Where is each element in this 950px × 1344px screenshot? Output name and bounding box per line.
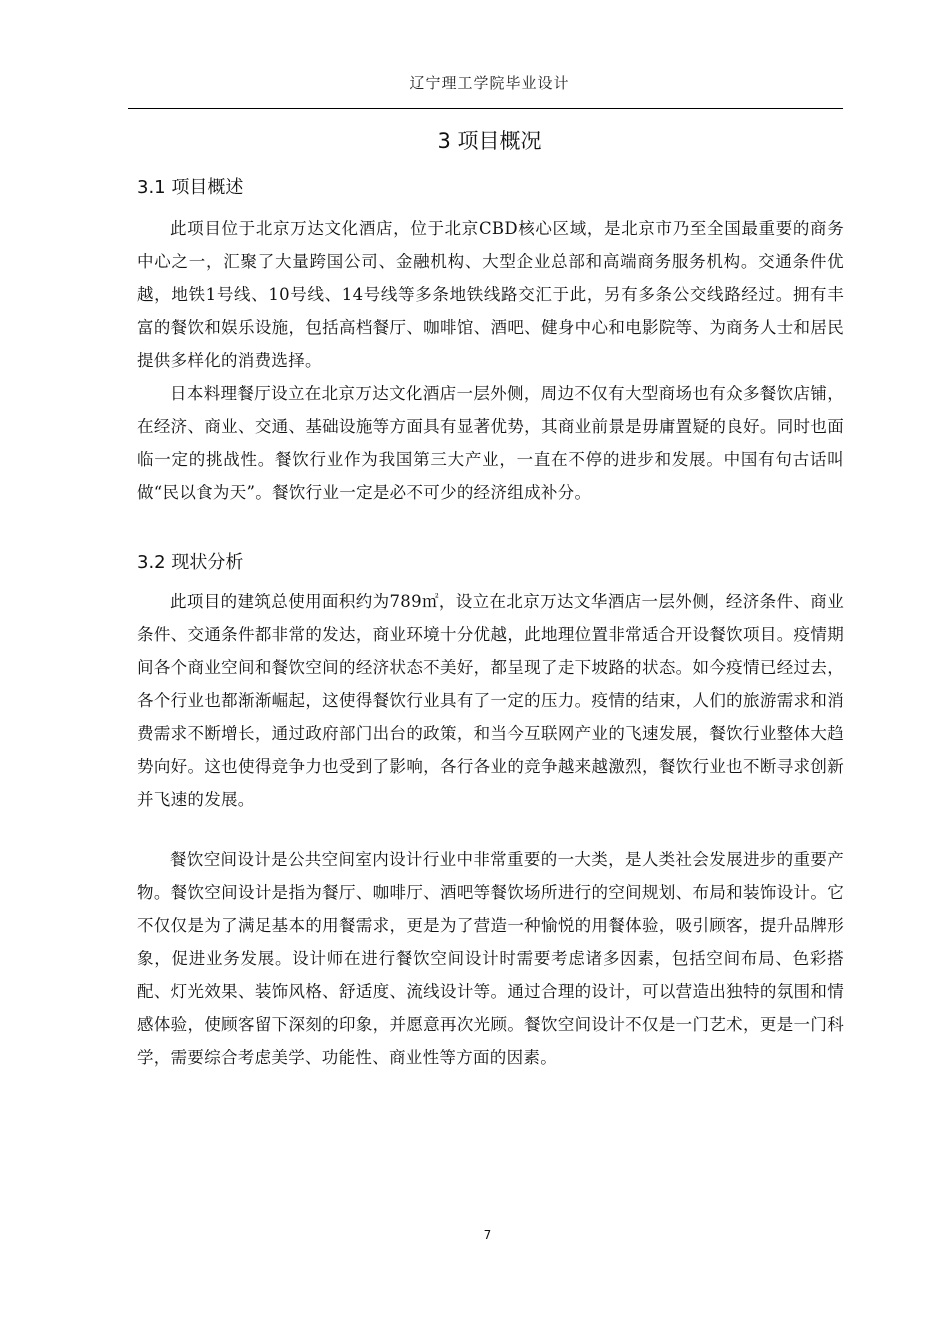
section-title-3-2: 3.2 现状分析	[137, 552, 244, 573]
section-title-3-1: 3.1 项目概述	[137, 177, 244, 198]
paragraph-3-1-1: 此项目位于北京万达文化酒店，位于北京CBD核心区域，是北京市乃至全国最重要的商务中心之一，汇聚了大量跨国公司、金融机构、大型企业总部和高端商务服务机构。交通条件优越，地铁1号线、10号线、14号线等多条地铁线路交汇于此，另有多条公交线路经过。拥有丰富的餐饮和娱乐设施，包括高档餐厅、咖啡馆、酒吧、健身中心和电影院等、为商务人士和居民提供多样化的消费选择。	[137, 219, 844, 370]
paragraph-3-1-2: 日本料理餐厅设立在北京万达文化酒店一层外侧，周边不仅有大型商场也有众多餐饮店铺，在经济、商业、交通、基础设施等方面具有显著优势，其商业前景是毋庸置疑的良好。同时也面临一定的挑战性。餐饮行业作为我国第三大产业，一直在不停的进步和发展。中国有句古话叫做“民以食为天”。餐饮行业一定是必不可少的经济组成补分。	[137, 384, 844, 502]
paragraph-3-2-1: 此项目的建筑总使用面积约为789㎡，设立在北京万达文华酒店一层外侧，经济条件、商业条件、交通条件都非常的发达，商业环境十分优越，此地理位置非常适合开设餐饮项目。疫情期间各个商业空间和餐饮空间的经济状态不美好，都呈现了走下坡路的状态。如今疫情已经过去，各个行业也都渐渐崛起，这使得餐饮行业具有了一定的压力。疫情的结束，人们的旅游需求和消费需求不断增长，通过政府部门出台的政策，和当今互联网产业的飞速发展，餐饮行业整体大趋势向好。这也使得竞争力也受到了影响，各行各业的竞争越来越激烈，餐饮行业也不断寻求创新并飞速的发展。	[137, 592, 844, 809]
paragraph-3-2-2: 餐饮空间设计是公共空间室内设计行业中非常重要的一大类，是人类社会发展进步的重要产物。餐饮空间设计是指为餐厅、咖啡厅、酒吧等餐饮场所进行的空间规划、布局和装饰设计。它不仅仅是为了满足基本的用餐需求，更是为了营造一种愉悦的用餐体验，吸引顾客，提升品牌形象，促进业务发展。设计师在进行餐饮空间设计时需要考虑诸多因素，包括空间布局、色彩搭配、灯光效果、装饰风格、舒适度、流线设计等。通过合理的设计，可以营造出独特的氛围和情感体验，使顾客留下深刻的印象，并愿意再次光顾。餐饮空间设计不仅是一门艺术，更是一门科学，需要综合考虑美学、功能性、商业性等方面的因素。	[137, 850, 844, 1067]
page-header: 辽宁理工学院毕业设计	[409, 74, 570, 92]
chapter-title: 3 项目概况	[437, 129, 542, 153]
page-number: 7	[483, 1228, 492, 1242]
header-divider	[128, 108, 843, 109]
